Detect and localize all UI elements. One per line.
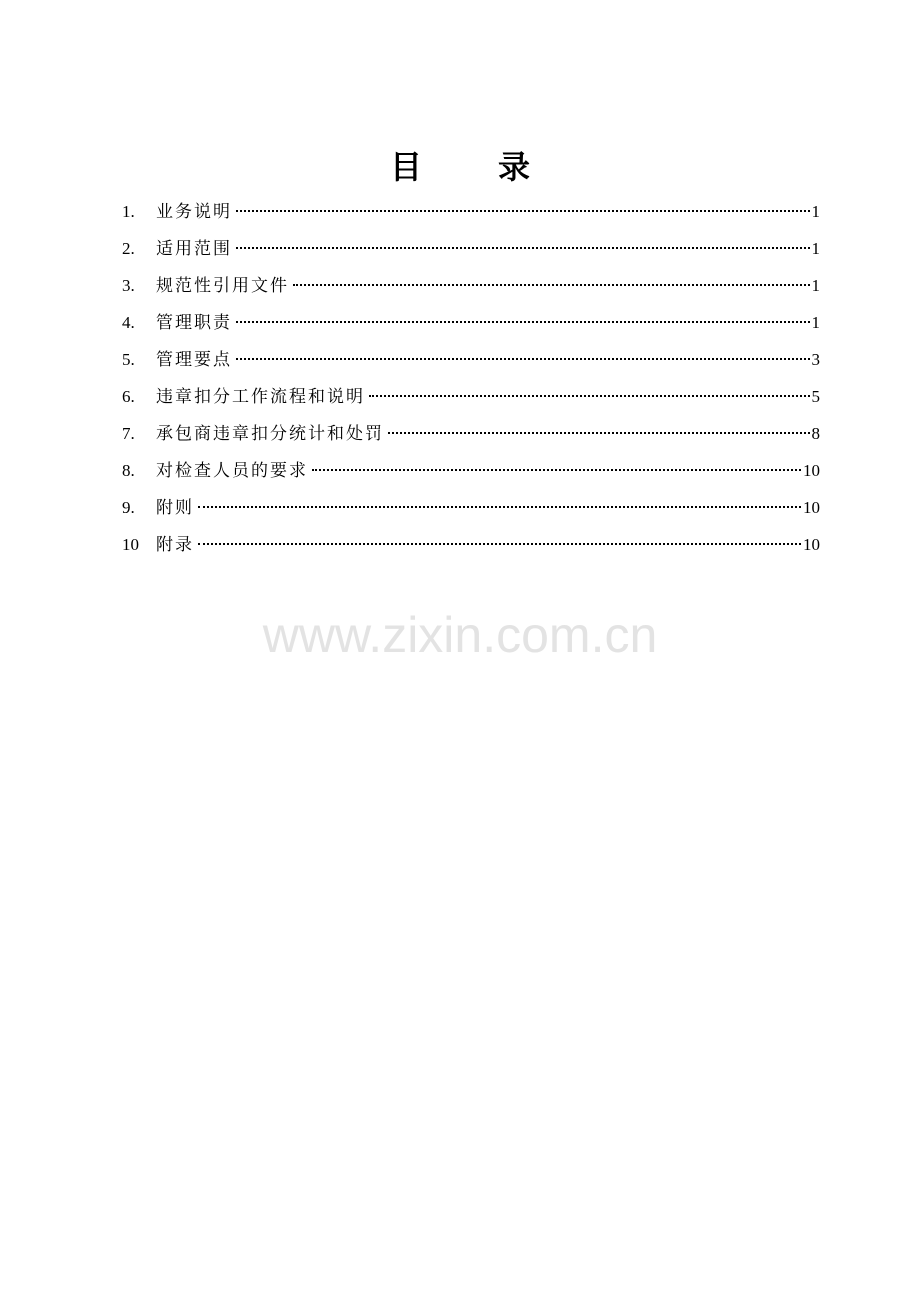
toc-dot-leader — [236, 210, 810, 212]
toc-entry-title: 附则 — [156, 498, 194, 518]
toc-entry-page: 5 — [811, 387, 820, 406]
toc-entry-page: 10 — [803, 498, 820, 517]
toc-entry-number: 8. — [122, 461, 135, 480]
toc-dot-leader — [198, 506, 801, 508]
toc-entry-page: 3 — [811, 350, 820, 369]
toc-entry-title: 管理职责 — [156, 313, 232, 333]
toc-entry-number: 10 — [122, 535, 139, 554]
toc-dot-leader — [388, 432, 810, 434]
toc-entry-title: 对检查人员的要求 — [156, 461, 308, 481]
toc-entry-number: 9. — [122, 498, 135, 517]
toc-title-left: 目 — [389, 148, 422, 186]
toc-entry-title: 附录 — [156, 535, 194, 555]
toc-entry-page: 10 — [803, 461, 820, 480]
toc-entry[interactable] — [122, 346, 820, 383]
toc-entry[interactable] — [122, 494, 820, 531]
toc-entry-page: 1 — [811, 202, 820, 221]
toc-entry-page: 1 — [811, 276, 820, 295]
toc-entry-page: 1 — [811, 239, 820, 258]
toc-entry-title: 规范性引用文件 — [156, 276, 289, 296]
toc-entry-title: 承包商违章扣分统计和处罚 — [156, 424, 384, 444]
toc-entry-number: 5. — [122, 350, 135, 369]
toc-entry-number: 6. — [122, 387, 135, 406]
toc-entry-title: 业务说明 — [156, 202, 232, 222]
toc-entry[interactable] — [122, 531, 820, 568]
toc-dot-leader — [198, 543, 801, 545]
toc-title-right: 录 — [498, 148, 531, 186]
toc-entry-page: 8 — [811, 424, 820, 443]
toc-entry[interactable] — [122, 198, 820, 235]
toc-entry-number: 7. — [122, 424, 135, 443]
toc-entry-page: 10 — [803, 535, 820, 554]
toc-entry-title: 管理要点 — [156, 350, 232, 370]
toc-entry[interactable] — [122, 383, 820, 420]
toc-entry[interactable] — [122, 272, 820, 309]
toc-entry-number: 4. — [122, 313, 135, 332]
toc-entry[interactable] — [122, 309, 820, 346]
toc-title — [0, 142, 920, 188]
toc-dot-leader — [236, 321, 810, 323]
toc-dot-leader — [369, 395, 810, 397]
toc-dot-leader — [236, 358, 810, 360]
toc-entry-number: 3. — [122, 276, 135, 295]
watermark: www.zixin.com.cn — [262, 607, 658, 663]
toc-entry[interactable] — [122, 457, 820, 494]
toc-list — [122, 198, 820, 568]
toc-entry[interactable] — [122, 420, 820, 457]
toc-dot-leader — [293, 284, 810, 286]
toc-entry-number: 2. — [122, 239, 135, 258]
toc-dot-leader — [312, 469, 801, 471]
toc-entry-page: 1 — [811, 313, 820, 332]
toc-entry-title: 违章扣分工作流程和说明 — [156, 387, 365, 407]
toc-entry-number: 1. — [122, 202, 135, 221]
toc-entry-title: 适用范围 — [156, 239, 232, 259]
toc-entry[interactable] — [122, 235, 820, 272]
toc-dot-leader — [236, 247, 810, 249]
